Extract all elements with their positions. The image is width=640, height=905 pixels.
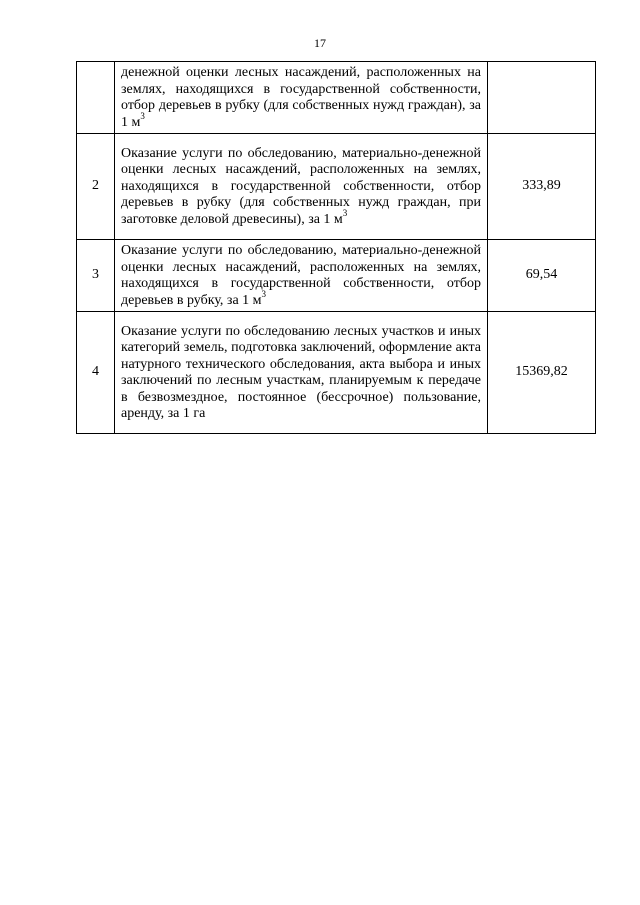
table-row: [77, 134, 596, 240]
row-number: 2: [77, 134, 115, 240]
table-row: [77, 312, 596, 434]
row-number: 3: [77, 240, 115, 312]
row-number: [77, 62, 115, 134]
service-description: [115, 240, 488, 312]
service-description: [115, 134, 488, 240]
price-cell: 15369,82: [488, 312, 596, 434]
description-text: Оказание услуги по обследованию, материально-денежной оценки лесных насаждений, расположенных на землях, находящихся в государственной собственности, отбор деревьев в рубку (для собственных нужд граждан, при заготовке деловой древесины), за 1 м: [121, 145, 481, 227]
table-row: [77, 240, 596, 312]
price-cell: 333,89: [488, 134, 596, 240]
description-text: Оказание услуги по обследованию лесных участков и иных категорий земель, подготовка заключений, оформление акта натурного технического обследования, акта выбора и иных заключений по лесным участкам, планируемым к передаче в безвозмездное, постоянное (бессрочное) пользование, аренду, за 1 га: [121, 323, 481, 421]
unit-superscript: 3: [261, 288, 267, 299]
table-row: [77, 62, 596, 134]
service-description: [115, 62, 488, 134]
row-number: 4: [77, 312, 115, 434]
price-cell: 69,54: [488, 240, 596, 312]
description-text: денежной оценки лесных насаждений, расположенных на землях, находящихся в государственной собственности, отбор деревьев в рубку (для собственных нужд граждан), за 1 м: [121, 65, 481, 130]
price-table: [76, 61, 596, 434]
description-text: Оказание услуги по обследованию, материально-денежной оценки лесных насаждений, расположенных на землях, находящихся в государственной собственности, отбор деревьев в рубку, за 1 м: [121, 243, 481, 308]
unit-superscript: 3: [342, 207, 348, 218]
page-number: 17: [314, 36, 326, 50]
unit-superscript: 3: [140, 110, 145, 121]
price-cell: [488, 62, 596, 134]
service-description: [115, 312, 488, 434]
